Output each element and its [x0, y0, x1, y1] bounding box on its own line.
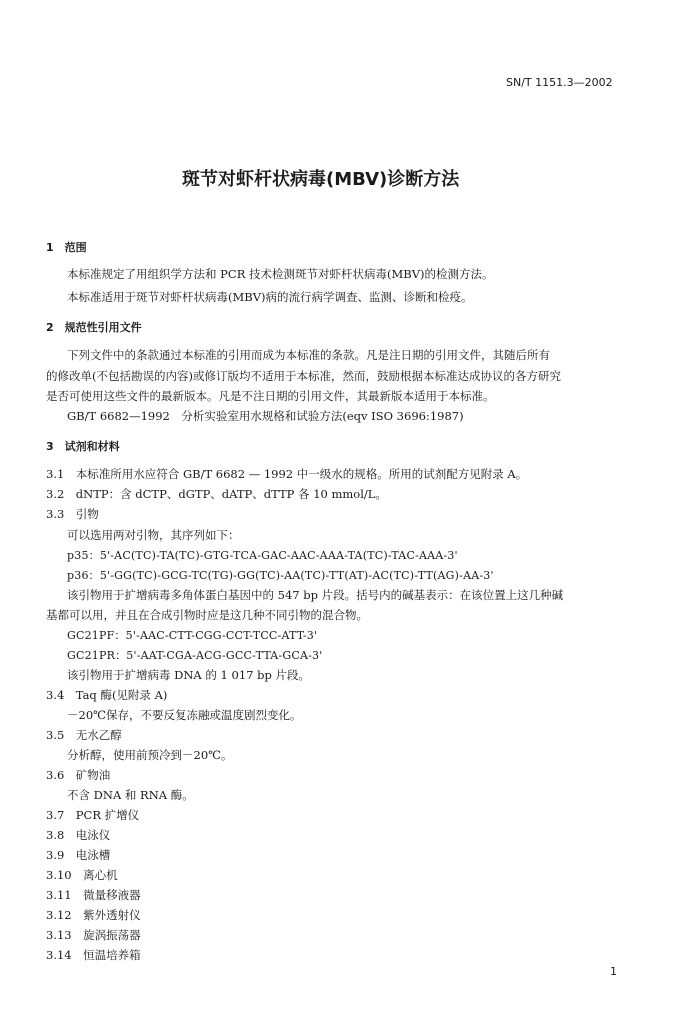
- paragraph-line: 下列文件中的条款通过本标准的引用而成为本标准的条款。凡是注日期的引用文件，其随后所有: [67, 348, 550, 362]
- clause-3-5: 3.5 无水乙醇: [46, 728, 122, 742]
- paragraph-line: 的修改单(不包括勘误的内容)或修订版均不适用于本标准，然而，鼓励根据本标准达成协议的各方研究: [46, 369, 561, 383]
- primer-sequence: GC21PR：5'-AAT-CGA-ACG-GCC-TTA-GCA-3': [67, 649, 323, 662]
- primer-sequence: p35：5'-AC(TC)-TA(TC)-GTG-TCA-GAC-AAC-AAA-TA(TC)-TAC-AAA-3': [67, 549, 458, 562]
- reference-item: GB/T 6682—1992 分析实验室用水规格和试验方法(eqv ISO 3696:1987): [67, 409, 464, 423]
- page-number: 1: [610, 965, 617, 978]
- primer-sequence: p36：5'-GG(TC)-GCG-TC(TG)-GG(TC)-AA(TC)-TT(AT)-AC(TC)-TT(AG)-AA-3': [67, 569, 494, 582]
- clause-3-10: 3.10 离心机: [46, 868, 118, 882]
- paragraph: 可以选用两对引物，其序列如下：: [67, 528, 240, 542]
- clause-3-2: 3.2 dNTP：含 dCTP、dGTP、dATP、dTTP 各 10 mmol/L。: [46, 487, 387, 501]
- paragraph: 本标准规定了用组织学方法和 PCR 技术检测斑节对虾杆状病毒(MBV)的检测方法。: [67, 267, 494, 281]
- page-title: 斑节对虾杆状病毒(MBV)诊断方法: [182, 169, 460, 190]
- clause-3-12: 3.12 紫外透射仪: [46, 908, 141, 922]
- clause-3-14: 3.14 恒温培养箱: [46, 948, 141, 962]
- clause-3-11: 3.11 微量移液器: [46, 888, 141, 902]
- clause-3-13: 3.13 旋涡振荡器: [46, 928, 141, 942]
- standard-number: SN/T 1151.3—2002: [506, 76, 613, 89]
- paragraph: 该引物用于扩增病毒 DNA 的 1 017 bp 片段。: [67, 668, 311, 682]
- paragraph-line: 基都可以用，并且在合成引物时应是这几种不同引物的混合物。: [46, 608, 368, 622]
- primer-sequence: GC21PF：5'-AAC-CTT-CGG-CCT-TCC-ATT-3': [67, 629, 318, 642]
- paragraph: 分析醇，使用前预冷到－20℃。: [67, 748, 233, 762]
- paragraph: －20℃保存，不要反复冻融或温度剧烈变化。: [67, 708, 302, 722]
- clause-3-1: 3.1 本标准所用水应符合 GB/T 6682 — 1992 中一级水的规格。所用的试剂配方见附录 A。: [46, 467, 528, 481]
- paragraph-line: 是否可使用这些文件的最新版本。凡是不注日期的引用文件，其最新版本适用于本标准。: [46, 389, 495, 403]
- clause-3-9: 3.9 电泳槽: [46, 848, 111, 862]
- paragraph-line: 该引物用于扩增病毒多角体蛋白基因中的 547 bp 片段。括号内的碱基表示：在该位置上这几种碱: [67, 588, 564, 602]
- paragraph: 不含 DNA 和 RNA 酶。: [67, 788, 194, 802]
- section-heading-reagents: 3 试剂和材料: [46, 440, 120, 453]
- section-heading-normative-references: 2 规范性引用文件: [46, 321, 142, 334]
- clause-3-6: 3.6 矿物油: [46, 768, 111, 782]
- paragraph: 本标准适用于斑节对虾杆状病毒(MBV)病的流行病学调查、监测、诊断和检疫。: [67, 290, 473, 304]
- clause-3-3: 3.3 引物: [46, 507, 99, 521]
- clause-3-7: 3.7 PCR 扩增仪: [46, 808, 140, 822]
- section-heading-scope: 1 范围: [46, 241, 87, 254]
- clause-3-4: 3.4 Taq 酶(见附录 A): [46, 688, 168, 702]
- clause-3-8: 3.8 电泳仪: [46, 828, 111, 842]
